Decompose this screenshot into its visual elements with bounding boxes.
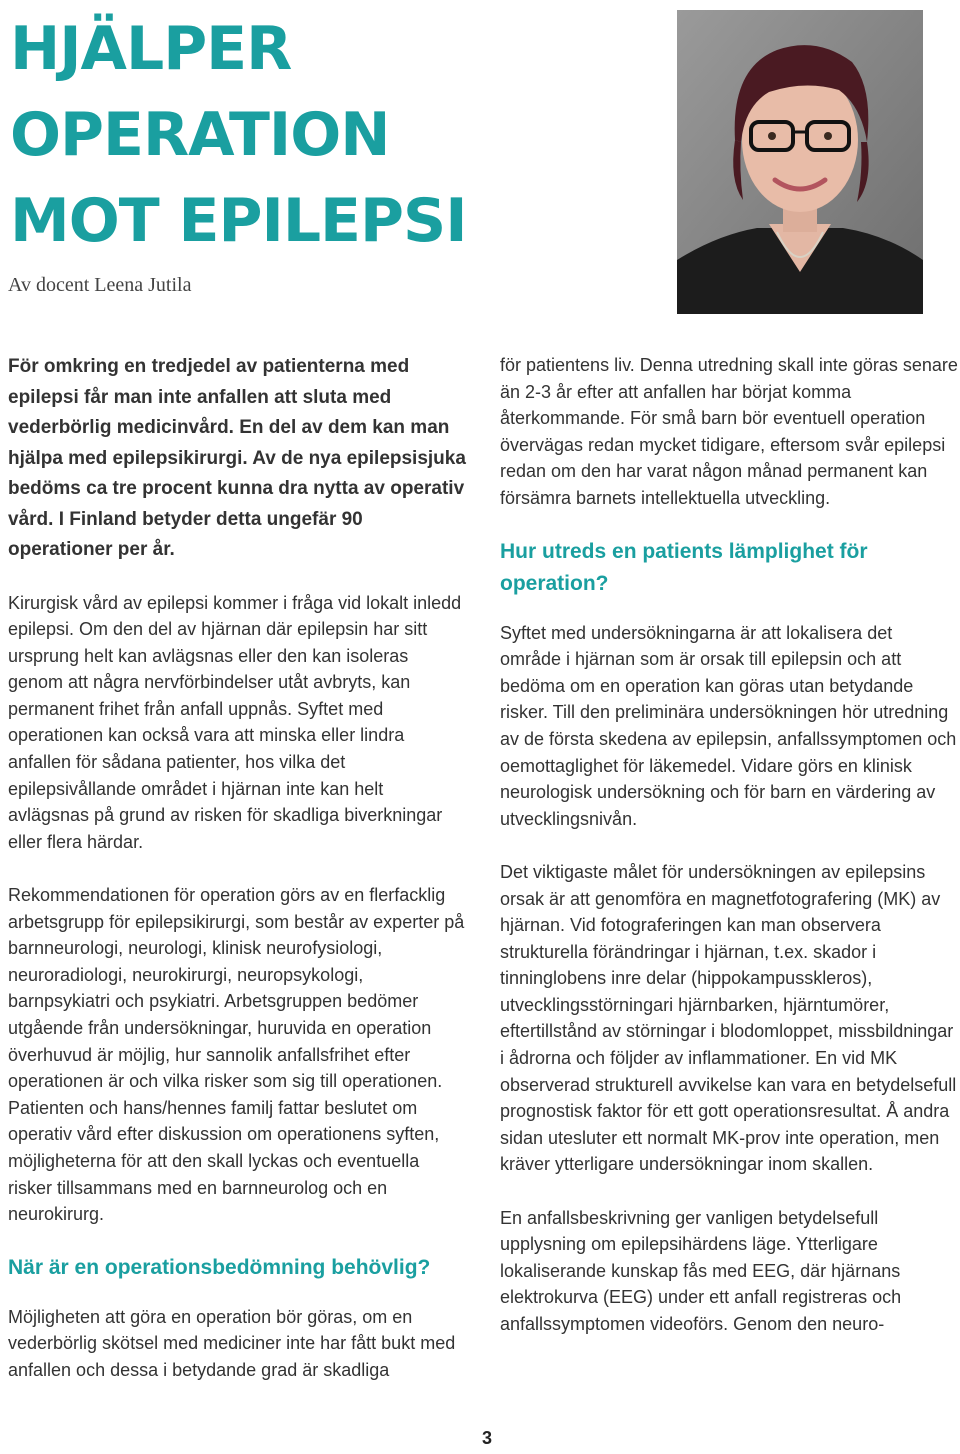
body-paragraph-7: En anfallsbeskrivning ger vanligen betydelsefull upplysning om epilepsihärdens läge. Ytterligare lokaliserande kunskap fås med EEG, där hjärnans elektrokurva (EEG) under ett anfall registreras och anfallssymptomen videoförs. Genom den neuro- xyxy=(500,1207,902,1334)
lead-paragraph: För omkring en tredjedel av patienterna med epilepsi får man inte anfallen att sluta med vederbörlig medicinvård. En del av dem kan man hjälpa med epilepsikirurgi. Av de nya epilepsisjuka bedöms ca tre procent kunna dra nytta av operativ vård. I Finland betyder detta ungefär 90 operationer per år. xyxy=(8,356,466,560)
body-paragraph-4: för patientens liv. Denna utredning skall inte göras senare än 2-3 år efter att anfallen har börjat komma återkommande. För små barn bör eventuell operation övervägas redan mycket tidigare, eftersom svår epilepsi redan om den har varat någon månad permanent kan försämra barnets intellektuella utveckling. xyxy=(500,355,958,508)
page-number: 3 xyxy=(482,1428,493,1448)
article-title xyxy=(10,6,467,264)
title-line-3: MOT EPILEPSI xyxy=(10,186,467,256)
body-paragraph-2: Rekommendationen för operation görs av en flerfacklig arbetsgrupp för epilepsikirurgi, som består av experter på barnneurologi, neurologi, klinisk neurofysiologi, neuroradiologi, neurokirurgi, neuropsykologi, barnpsykiatri och psykiatri. Arbetsgruppen bedömer utgående från undersökningar, huruvida en operation överhuvud är möjlig, hur sannolik anfallsfrihet efter operationen är och vilka risker som sig till operationen. Patienten och hans/hennes familj fattar beslutet om operativ vård efter diskussion om operationens syften, möjligheterna för att den skall lyckas och eventuella risker tillsammans med en barnneurolog och en neurokirurg. xyxy=(8,885,465,1225)
title-line-2: OPERATION xyxy=(10,100,390,170)
author-portrait xyxy=(677,10,923,314)
left-column xyxy=(8,352,468,1384)
body-paragraph-5: Syftet med undersökningarna är att lokalisera det område i hjärnan som är orsak till epilepsin och att bedöma om en operation kan göras utan betydande risker. Till den preliminära undersökningen hör utredning av de första skedena av epilepsin, anfallssymptomen och oemottaglighet för läkemedel. Vidare görs en klinisk neurologisk undersökning och för barn en värdering av utvecklingsnivån. xyxy=(500,622,957,829)
right-column xyxy=(500,352,958,1338)
section-heading-2: Hur utreds en patients lämplighet för operation? xyxy=(500,539,868,595)
title-line-1: HJÄLPER xyxy=(10,14,292,84)
body-paragraph-1: Kirurgisk vård av epilepsi kommer i fråga vid lokalt inledd epilepsi. Om den del av hjärnan där epilepsin har sitt ursprung helt kan avlägsnas eller den kan isoleras genom att några nervförbindelser utåt avbryts, kan permanent frihet från anfall uppnås. Syftet med operationen kan också vara att minska eller lindra anfallen för sådana patienter, hos vilka det epilepsivållande området i hjärnan inte kan helt avlägsnas på grund av risken för skadliga biverkningar eller flera härdar. xyxy=(8,592,462,852)
portrait-image xyxy=(677,10,923,314)
section-heading-1: När är en operationsbedömning behövlig? xyxy=(8,1255,431,1279)
body-paragraph-3: Möjligheten att göra en operation bör göras, om en vederbörlig skötsel med mediciner inte har fått bukt med anfallen och dessa i betydande grad är skadliga xyxy=(8,1306,456,1380)
author-byline: Av docent Leena Jutila xyxy=(8,274,192,296)
body-paragraph-6: Det viktigaste målet för undersökningen av epilepsins orsak är att genomföra en magnetfotografering (MK) av hjärnan. Vid fotograferingen kan man observera strukturella förändringar i hjärnan, t.ex. skador i tinninglobens inre delar (hippokampusskleros), utvecklingsstörningari hjärnbarken, hjärntumörer, eftertillstånd av störningar i blodomloppet, missbildningar i ådrorna och följder av inflammationer. En vid MK observerad strukturell avvikelse kan vara en betydelsefull prognostisk faktor för ett gott operationsresultat. Å andra sidan utesluter ett normalt MK-prov inte operation, men kräver ytterligare undersökningar inom skallen. xyxy=(500,861,957,1175)
